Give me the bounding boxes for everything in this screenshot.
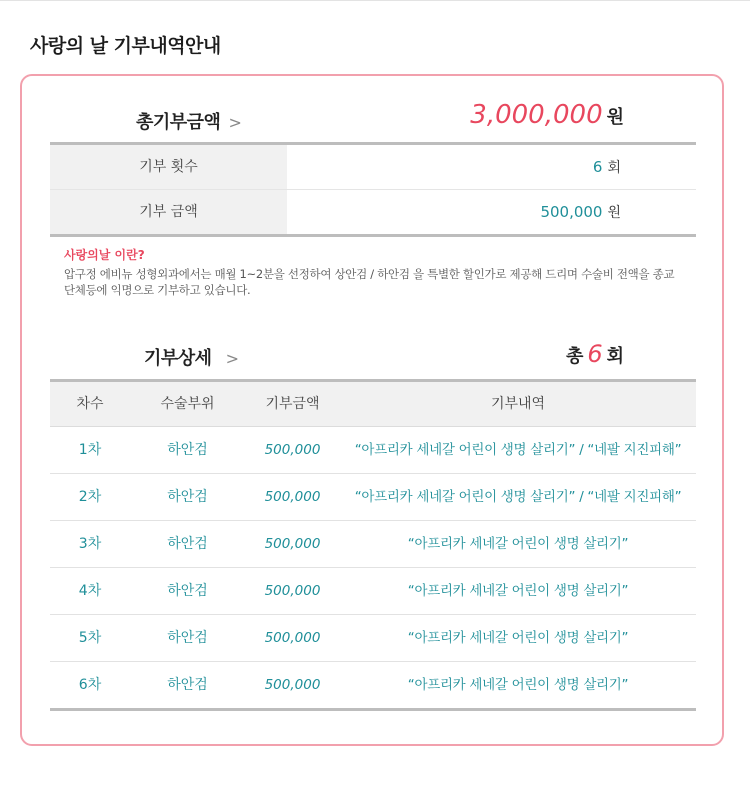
summary-row-value: [287, 190, 696, 234]
cell-description: “아프리카 세네갈 어린이 생명 살리기”: [407, 630, 629, 646]
cell-amount: 500,000: [264, 583, 321, 599]
table-row: [50, 521, 696, 568]
column-header-description: 기부내역: [490, 396, 546, 412]
summary-row-label: 기부 횟수: [50, 145, 287, 189]
cell-round: 4차: [78, 583, 102, 599]
amount-value: 500,000: [540, 203, 603, 221]
cell-amount: 500,000: [264, 677, 321, 693]
total-count: [566, 340, 624, 368]
table-row: [50, 662, 696, 708]
summary-row-value: [287, 145, 696, 189]
cell-round: 6차: [78, 677, 102, 693]
total-count-value: 6: [587, 340, 603, 368]
cell-description: “아프리카 세네갈 어린이 생명 살리기”: [407, 583, 629, 599]
cell-description: “아프리카 세네갈 어린이 생명 살리기” / “네팔 지진피해”: [354, 489, 682, 505]
cell-round: 2차: [78, 489, 102, 505]
cell-description: “아프리카 세네갈 어린이 생명 살리기”: [407, 677, 629, 693]
cell-description: “아프리카 세네갈 어린이 생명 살리기”: [407, 536, 629, 552]
cell-round: 5차: [78, 630, 102, 646]
summary-row-amount: [50, 190, 696, 234]
cell-area: 하안검: [167, 489, 208, 505]
cell-round: 3차: [78, 536, 102, 552]
summary-label: 총기부금액: [136, 112, 221, 133]
detail-link[interactable]: [144, 344, 238, 370]
summary-table: [50, 142, 696, 237]
total-amount-value: 3,000,000: [470, 100, 603, 130]
cell-area: 하안검: [167, 677, 208, 693]
summary-row-count: [50, 145, 696, 190]
cell-area: 하안검: [167, 583, 208, 599]
total-amount-unit: 원: [606, 107, 624, 128]
top-divider: [0, 0, 750, 1]
column-header-area: 수술부위: [160, 396, 215, 412]
summary-row-label: 기부 금액: [50, 190, 287, 234]
count-unit: 회: [607, 160, 621, 176]
chevron-right-icon: >: [225, 349, 239, 368]
count-value: 6: [592, 158, 603, 176]
page-title: 사랑의 날 기부내역안내: [30, 35, 221, 57]
about-section: [64, 246, 684, 298]
cell-round: 1차: [78, 442, 102, 458]
cell-description: “아프리카 세네갈 어린이 생명 살리기” / “네팔 지진피해”: [354, 442, 682, 458]
table-row: [50, 474, 696, 521]
table-row: [50, 615, 696, 662]
column-header-amount: 기부금액: [265, 396, 320, 412]
cell-area: 하안검: [167, 536, 208, 552]
table-row: [50, 568, 696, 615]
summary-header: [50, 100, 696, 142]
cell-amount: 500,000: [264, 489, 321, 505]
about-text: 압구정 에비뉴 성형외과에서는 매월 1~2분을 선정하여 상안검 / 하안검 을 특별한 할인가로 제공해 드리며 수술비 전액을 종교단체등에 익명으로 기부하고 있습니다.: [64, 267, 675, 297]
about-title: 사랑의날 이란?: [64, 248, 145, 262]
total-amount: [470, 100, 624, 130]
cell-amount: 500,000: [264, 442, 321, 458]
summary-link[interactable]: [136, 108, 241, 134]
donation-card: [20, 74, 724, 746]
detail-table: [50, 379, 696, 711]
table-header: [50, 382, 696, 427]
cell-amount: 500,000: [264, 536, 321, 552]
table-row: [50, 427, 696, 474]
detail-label: 기부상세: [144, 348, 212, 369]
total-count-unit: 회: [606, 346, 624, 367]
detail-header: [50, 338, 696, 378]
chevron-right-icon: >: [228, 113, 242, 132]
cell-area: 하안검: [167, 442, 208, 458]
column-header-round: 차수: [76, 396, 104, 412]
total-count-prefix: 총: [565, 346, 584, 367]
cell-amount: 500,000: [264, 630, 321, 646]
amount-unit: 원: [607, 205, 621, 221]
cell-area: 하안검: [167, 630, 208, 646]
